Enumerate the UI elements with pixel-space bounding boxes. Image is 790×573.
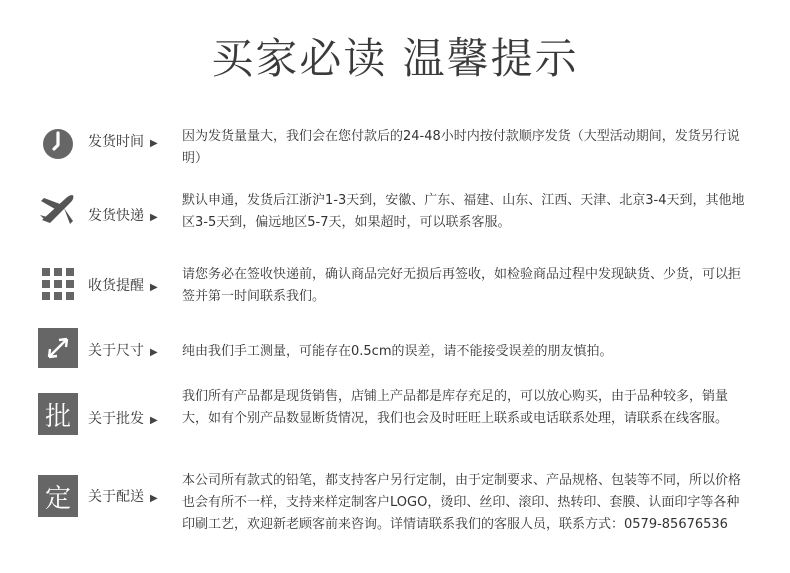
pi-character-icon: 批 xyxy=(38,394,78,434)
chevron-right-icon: ▶ xyxy=(150,493,158,504)
row-label: 关于批发 ▶ xyxy=(88,411,158,427)
row-label: 发货时间 ▶ xyxy=(88,134,158,150)
row-text: 本公司所有款式的铅笔，都支持客户另行定制，由于定制要求、产品规格、包装等不同，所以价格也会有所不一样，支持来样定制客户LOGO，烫印、丝印、滚印、热转印、套膜、认面印字等各种印刷工艺，欢迎新老顾客前来咨询。详情请联系我们的客服人员，联系方式：0579-85676536 xyxy=(182,473,742,532)
row-text: 因为发货量量大，我们会在您付款后的24-48小时内按付款顺序发货（大型活动期间，发货另行说明） xyxy=(182,129,740,166)
grid-icon xyxy=(38,264,78,304)
row-text: 请您务必在签收快递前，确认商品完好无损后再签收，如检验商品过程中发现缺货、少货，可以拒签并第一时间联系我们。 xyxy=(182,267,742,304)
row-text: 纯由我们手工测量，可能存在0.5cm的误差，请不能接受误差的朋友慎拍。 xyxy=(182,344,613,359)
row-label: 发货快递 ▶ xyxy=(88,208,158,224)
row-label: 关于配送 ▶ xyxy=(88,489,158,505)
chevron-right-icon: ▶ xyxy=(150,415,158,426)
chevron-right-icon: ▶ xyxy=(150,282,158,293)
ding-character-icon: 定 xyxy=(38,476,78,516)
airplane-icon xyxy=(38,190,78,230)
chevron-right-icon: ▶ xyxy=(150,212,158,223)
row-text: 我们所有产品都是现货销售，店铺上产品都是库存充足的，可以放心购买，由于品种较多，销量大，如有个别产品数显断货情况，我们也会及时旺旺上联系或电话联系处理，请联系在线客服。 xyxy=(182,389,729,426)
row-label: 收货提醒 ▶ xyxy=(88,278,158,294)
page-title: 买家必读 温馨提示 xyxy=(211,34,579,83)
row-text: 默认申通，发货后江浙沪1-3天到，安徽、广东、福建、山东、江西、天津、北京3-4天到，其他地区3-5天到，偏远地区5-7天，如果超时，可以联系客服。 xyxy=(182,193,745,230)
resize-arrow-icon xyxy=(38,328,78,368)
chevron-right-icon: ▶ xyxy=(150,138,158,149)
chevron-right-icon: ▶ xyxy=(150,347,158,358)
row-label: 关于尺寸 ▶ xyxy=(88,343,158,359)
clock-icon xyxy=(38,124,78,164)
